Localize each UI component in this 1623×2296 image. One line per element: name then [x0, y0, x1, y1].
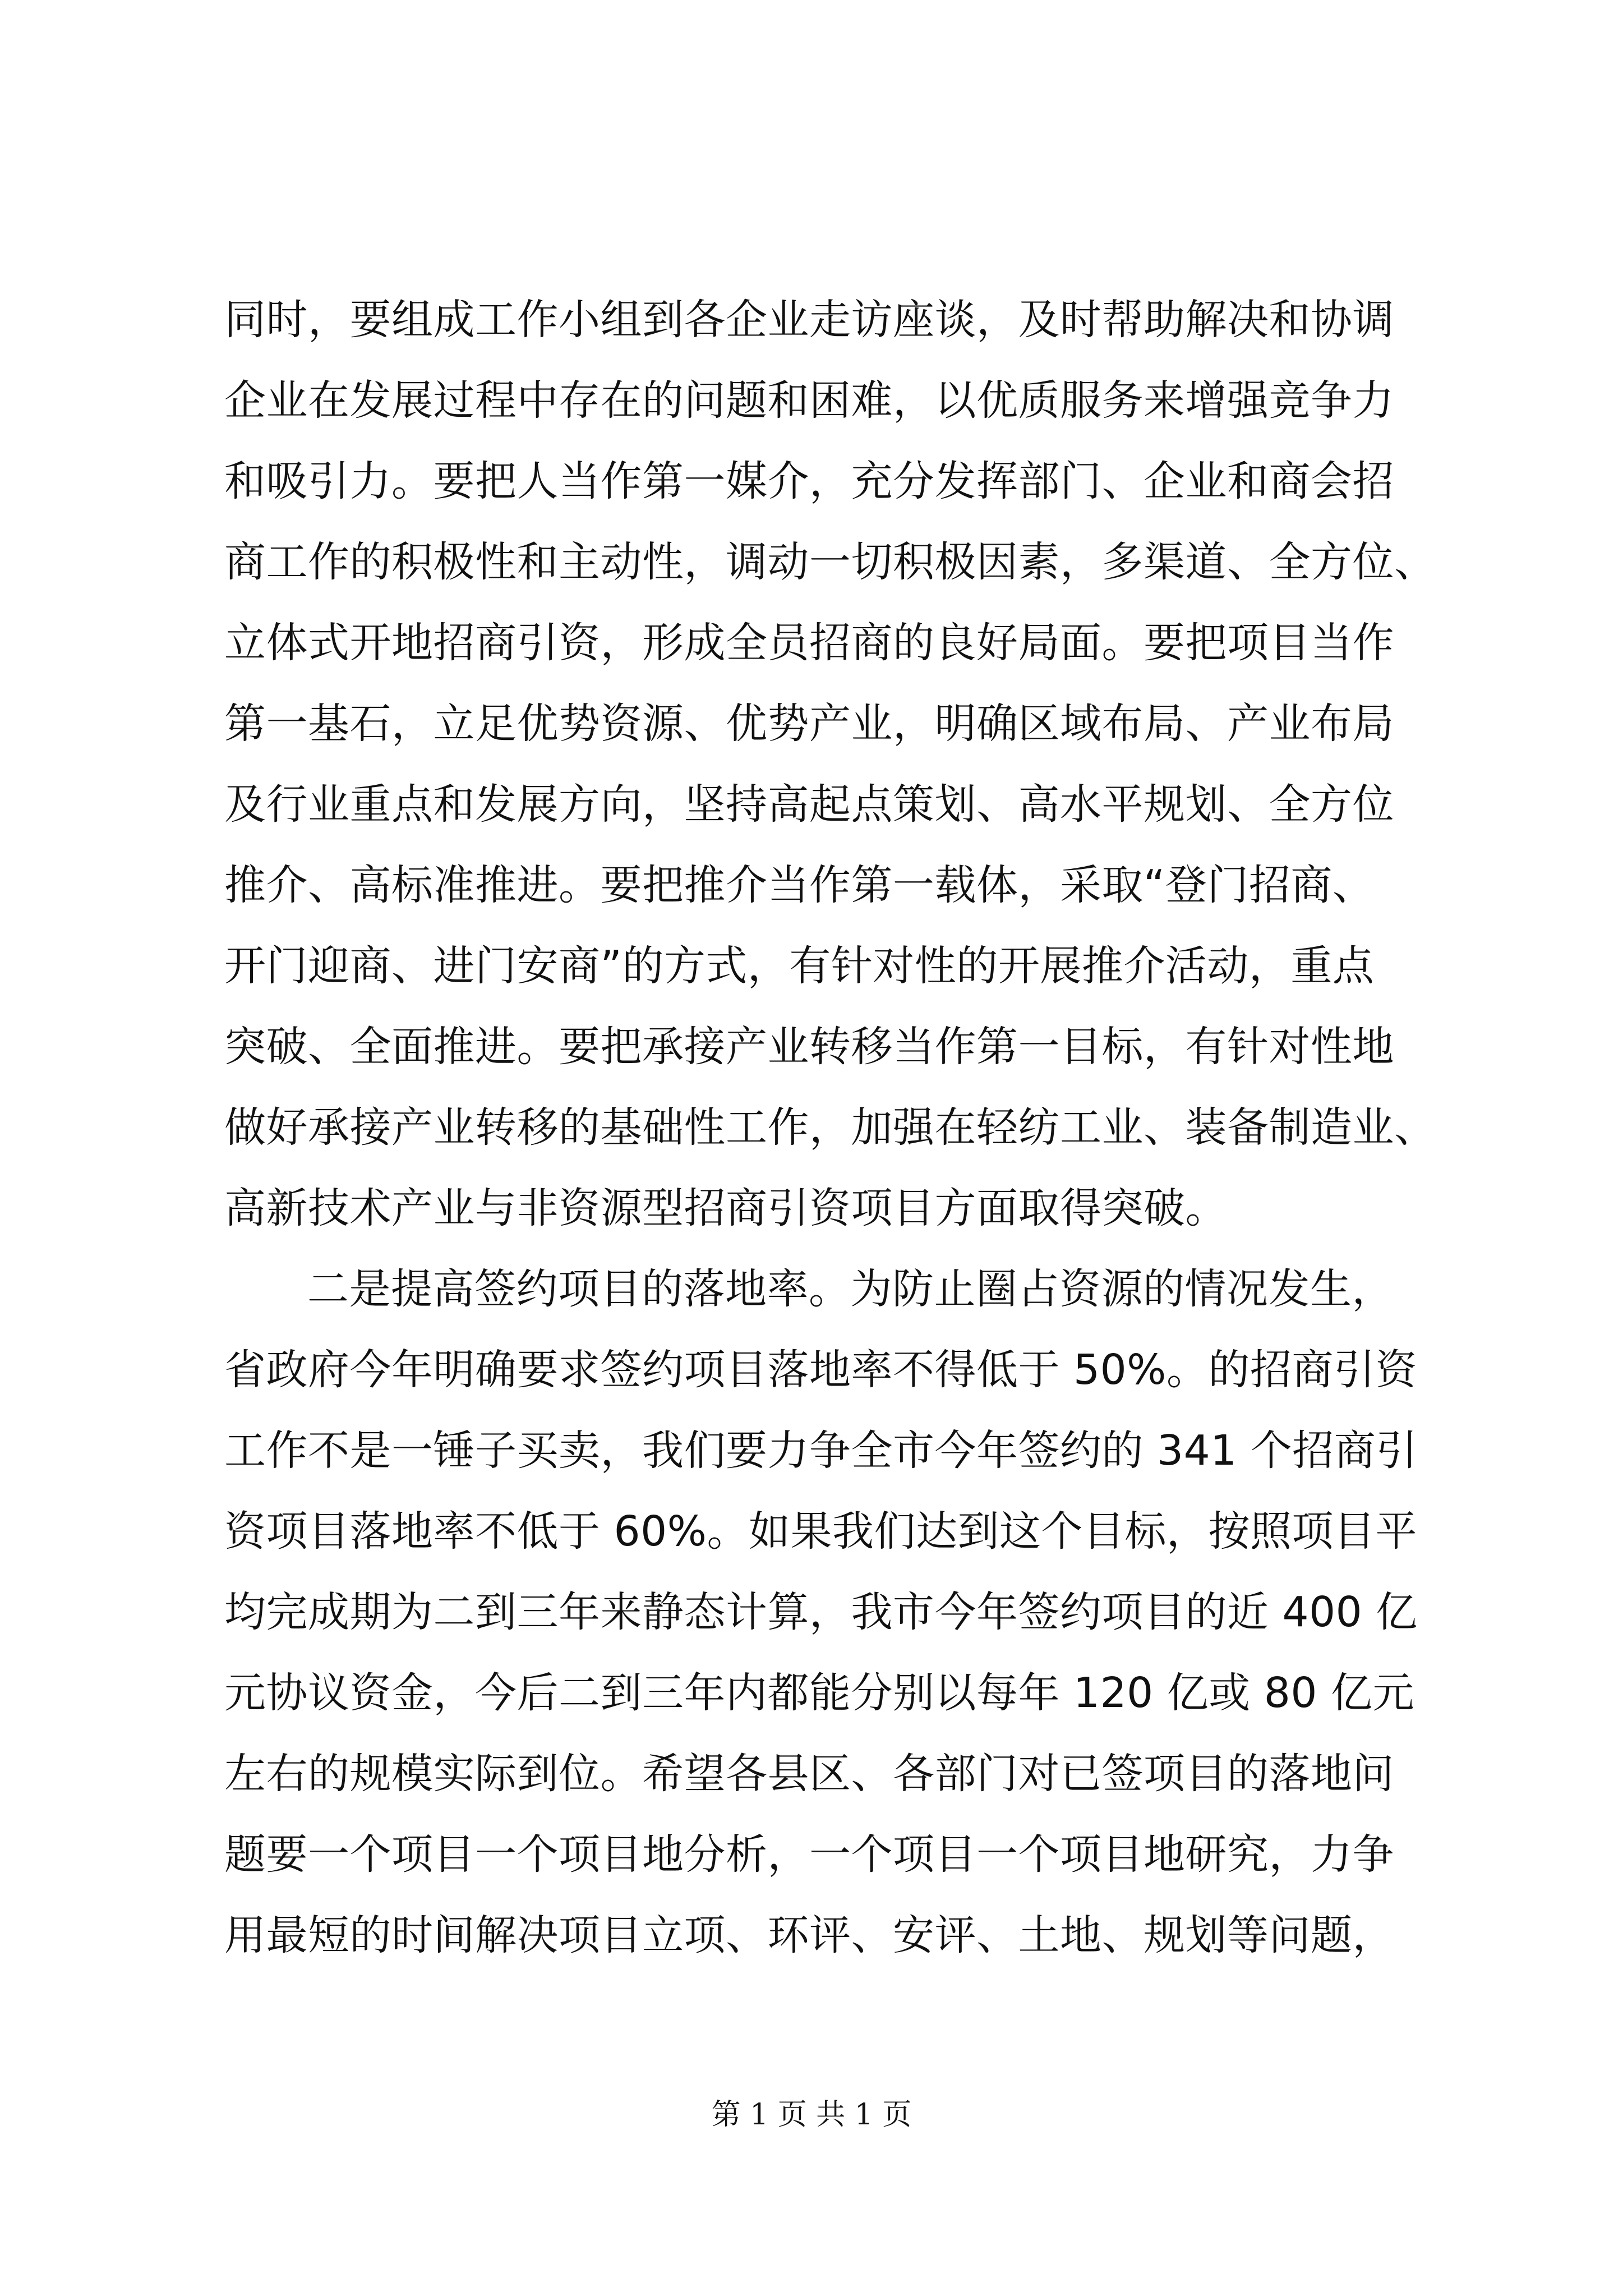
text-line: 高新技术产业与非资源型招商引资项目方面取得突破。 [224, 1184, 1227, 1232]
text-line: 资项目落地率不低于 60%。如果我们达到这个目标，按照项目平 [224, 1507, 1417, 1556]
text-line: 元协议资金，今后二到三年内都能分别以每年 120 亿或 80 亿元 [224, 1669, 1414, 1717]
text-line: 企业在发展过程中存在的问题和困难，以优质服务来增强竞争力 [224, 376, 1394, 425]
text-line: 均完成期为二到三年来静态计算，我市今年签约项目的近 400 亿 [224, 1588, 1418, 1636]
text-line: 和吸引力。要把人当作第一媒介，充分发挥部门、企业和商会招 [224, 457, 1394, 505]
text-line: 做好承接产业转移的基础性工作，加强在轻纺工业、装备制造业、 [224, 1103, 1436, 1152]
text-line: 第一基石，立足优势资源、优势产业，明确区域布局、产业布局 [224, 700, 1394, 748]
text-line: 左右的规模实际到位。希望各县区、各部门对已签项目的落地问 [224, 1750, 1394, 1798]
text-line: 及行业重点和发展方向，坚持高起点策划、高水平规划、全方位 [224, 780, 1394, 829]
text-line: 同时，要组成工作小组到各企业走访座谈，及时帮助解决和协调 [224, 296, 1394, 344]
text-line: 省政府今年明确要求签约项目落地率不得低于 50%。的招商引资 [224, 1346, 1417, 1394]
text-line: 工作不是一锤子买卖，我们要力争全市今年签约的 341 个招商引 [224, 1427, 1418, 1475]
text-line: 开门迎商、进门安商”的方式，有针对性的开展推介活动，重点 [224, 942, 1375, 990]
page-number-footer: 第 1 页 共 1 页 [711, 2098, 912, 2132]
text-line: 立体式开地招商引资，形成全员招商的良好局面。要把项目当作 [224, 619, 1394, 667]
text-line: 推介、高标准推进。要把推介当作第一载体，采取“登门招商、 [224, 861, 1375, 909]
paragraph-start-line: 二是提高签约项目的落地率。为防止圈占资源的情况发生， [307, 1265, 1394, 1313]
text-line: 商工作的积极性和主动性，调动一切积极因素，多渠道、全方位、 [224, 538, 1436, 586]
text-line: 突破、全面推进。要把承接产业转移当作第一目标，有针对性地 [224, 1023, 1394, 1071]
text-line: 题要一个项目一个项目地分析，一个项目一个项目地研究，力争 [224, 1830, 1394, 1879]
text-line: 用最短的时间解决项目立项、环评、安评、土地、规划等问题， [224, 1911, 1394, 1959]
